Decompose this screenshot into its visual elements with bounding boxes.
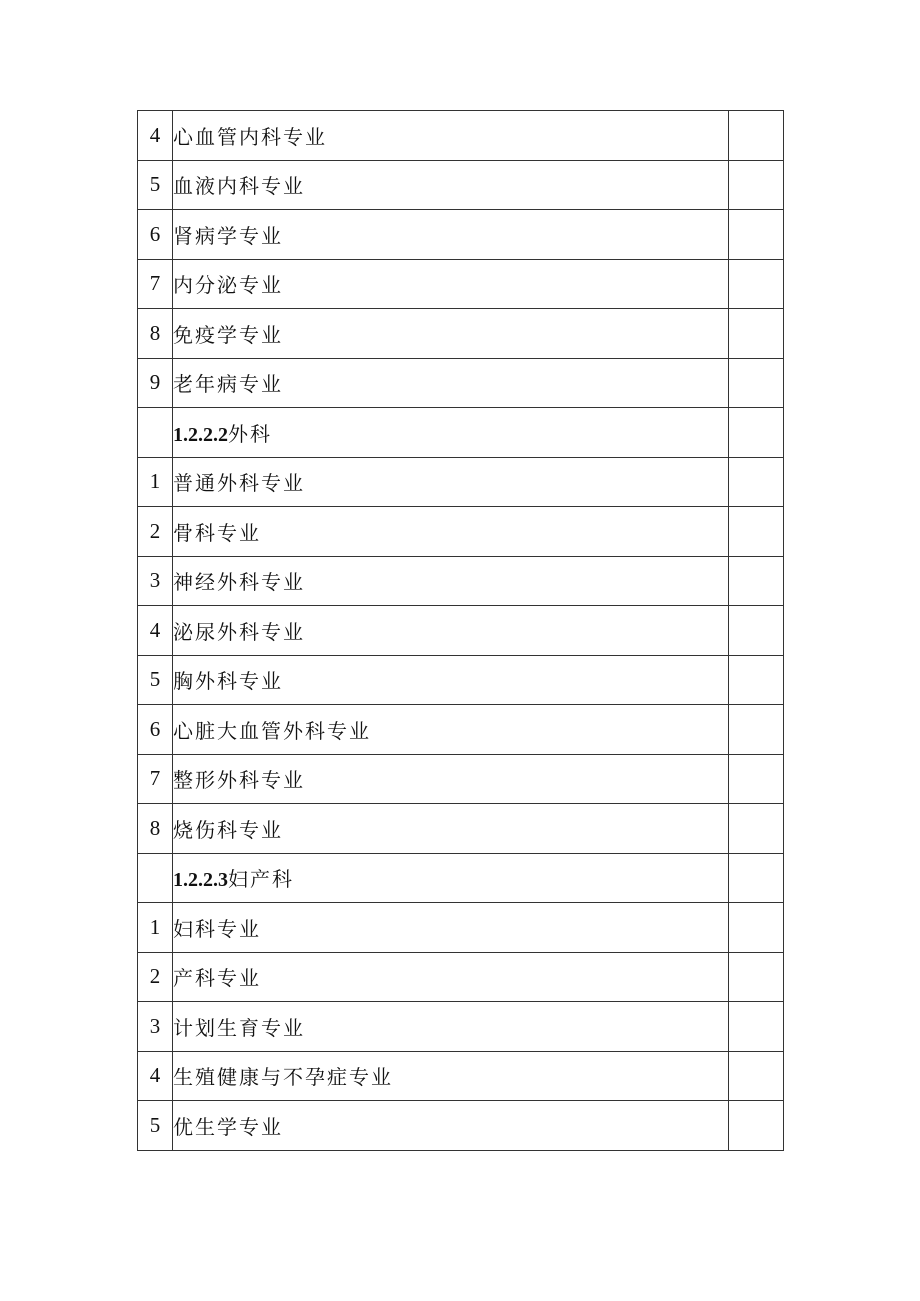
row-number-cell: 5: [138, 655, 173, 705]
row-number-cell: 5: [138, 1101, 173, 1151]
empty-check-cell: [729, 1002, 784, 1052]
specialty-name-cell: 优生学专业: [173, 1101, 729, 1151]
specialty-name-cell: 烧伤科专业: [173, 804, 729, 854]
table-row: [138, 952, 784, 1002]
empty-check-cell: [729, 903, 784, 953]
table-row: [138, 507, 784, 557]
table-row: [138, 210, 784, 260]
row-number-cell: 3: [138, 1002, 173, 1052]
row-number-cell: 4: [138, 1051, 173, 1101]
row-number-cell: 7: [138, 259, 173, 309]
empty-check-cell: [729, 160, 784, 210]
row-number-cell: 6: [138, 705, 173, 755]
specialty-name-cell: 肾病学专业: [173, 210, 729, 260]
specialty-name-cell: 免疫学专业: [173, 309, 729, 359]
row-number-cell: 9: [138, 358, 173, 408]
row-number-cell: 5: [138, 160, 173, 210]
empty-check-cell: [729, 804, 784, 854]
table-row: [138, 903, 784, 953]
table-row: [138, 655, 784, 705]
empty-check-cell: [729, 507, 784, 557]
specialty-name-cell: 产科专业: [173, 952, 729, 1002]
section-label: 妇产科: [228, 867, 294, 892]
table-row: [138, 754, 784, 804]
table-row: [138, 111, 784, 161]
specialty-name-cell: 心脏大血管外科专业: [173, 705, 729, 755]
specialty-name-cell: 血液内科专业: [173, 160, 729, 210]
row-number-cell: 1: [138, 457, 173, 507]
empty-check-cell: [729, 408, 784, 458]
specialty-name-cell: 整形外科专业: [173, 754, 729, 804]
row-number-cell: 4: [138, 606, 173, 656]
section-code: 1.2.2.2: [173, 423, 228, 446]
specialty-name-cell: 计划生育专业: [173, 1002, 729, 1052]
specialty-name-cell: 内分泌专业: [173, 259, 729, 309]
table-row: [138, 259, 784, 309]
specialty-name-cell: 骨科专业: [173, 507, 729, 557]
row-number-cell: [138, 408, 173, 458]
empty-check-cell: [729, 754, 784, 804]
empty-check-cell: [729, 853, 784, 903]
empty-check-cell: [729, 1051, 784, 1101]
row-number-cell: 8: [138, 309, 173, 359]
table-row: [138, 457, 784, 507]
empty-check-cell: [729, 655, 784, 705]
specialty-name-cell: 妇科专业: [173, 903, 729, 953]
table-row: [138, 160, 784, 210]
row-number-cell: 3: [138, 556, 173, 606]
section-header-row: [138, 853, 784, 903]
table-row: [138, 1051, 784, 1101]
empty-check-cell: [729, 556, 784, 606]
section-header-row: [138, 408, 784, 458]
row-number-cell: 4: [138, 111, 173, 161]
specialty-name-cell: 老年病专业: [173, 358, 729, 408]
row-number-cell: 1: [138, 903, 173, 953]
table-row: [138, 556, 784, 606]
empty-check-cell: [729, 259, 784, 309]
row-number-cell: 2: [138, 952, 173, 1002]
section-code: 1.2.2.3: [173, 869, 228, 892]
table-row: [138, 1002, 784, 1052]
table-row: [138, 358, 784, 408]
table-row: [138, 1101, 784, 1151]
row-number-cell: [138, 853, 173, 903]
specialty-name-cell: 神经外科专业: [173, 556, 729, 606]
empty-check-cell: [729, 309, 784, 359]
empty-check-cell: [729, 358, 784, 408]
table-row: [138, 804, 784, 854]
empty-check-cell: [729, 210, 784, 260]
empty-check-cell: [729, 952, 784, 1002]
row-number-cell: 8: [138, 804, 173, 854]
empty-check-cell: [729, 457, 784, 507]
section-title-cell: [173, 853, 729, 903]
section-label: 外科: [228, 421, 272, 446]
empty-check-cell: [729, 606, 784, 656]
empty-check-cell: [729, 111, 784, 161]
table-row: [138, 309, 784, 359]
row-number-cell: 6: [138, 210, 173, 260]
table-row: [138, 606, 784, 656]
row-number-cell: 7: [138, 754, 173, 804]
section-title-cell: [173, 408, 729, 458]
specialty-table-body: [138, 111, 784, 1151]
row-number-cell: 2: [138, 507, 173, 557]
empty-check-cell: [729, 705, 784, 755]
empty-check-cell: [729, 1101, 784, 1151]
table-row: [138, 705, 784, 755]
specialty-name-cell: 心血管内科专业: [173, 111, 729, 161]
specialty-table: [137, 110, 784, 1151]
specialty-name-cell: 胸外科专业: [173, 655, 729, 705]
specialty-name-cell: 泌尿外科专业: [173, 606, 729, 656]
specialty-name-cell: 普通外科专业: [173, 457, 729, 507]
specialty-name-cell: 生殖健康与不孕症专业: [173, 1051, 729, 1101]
